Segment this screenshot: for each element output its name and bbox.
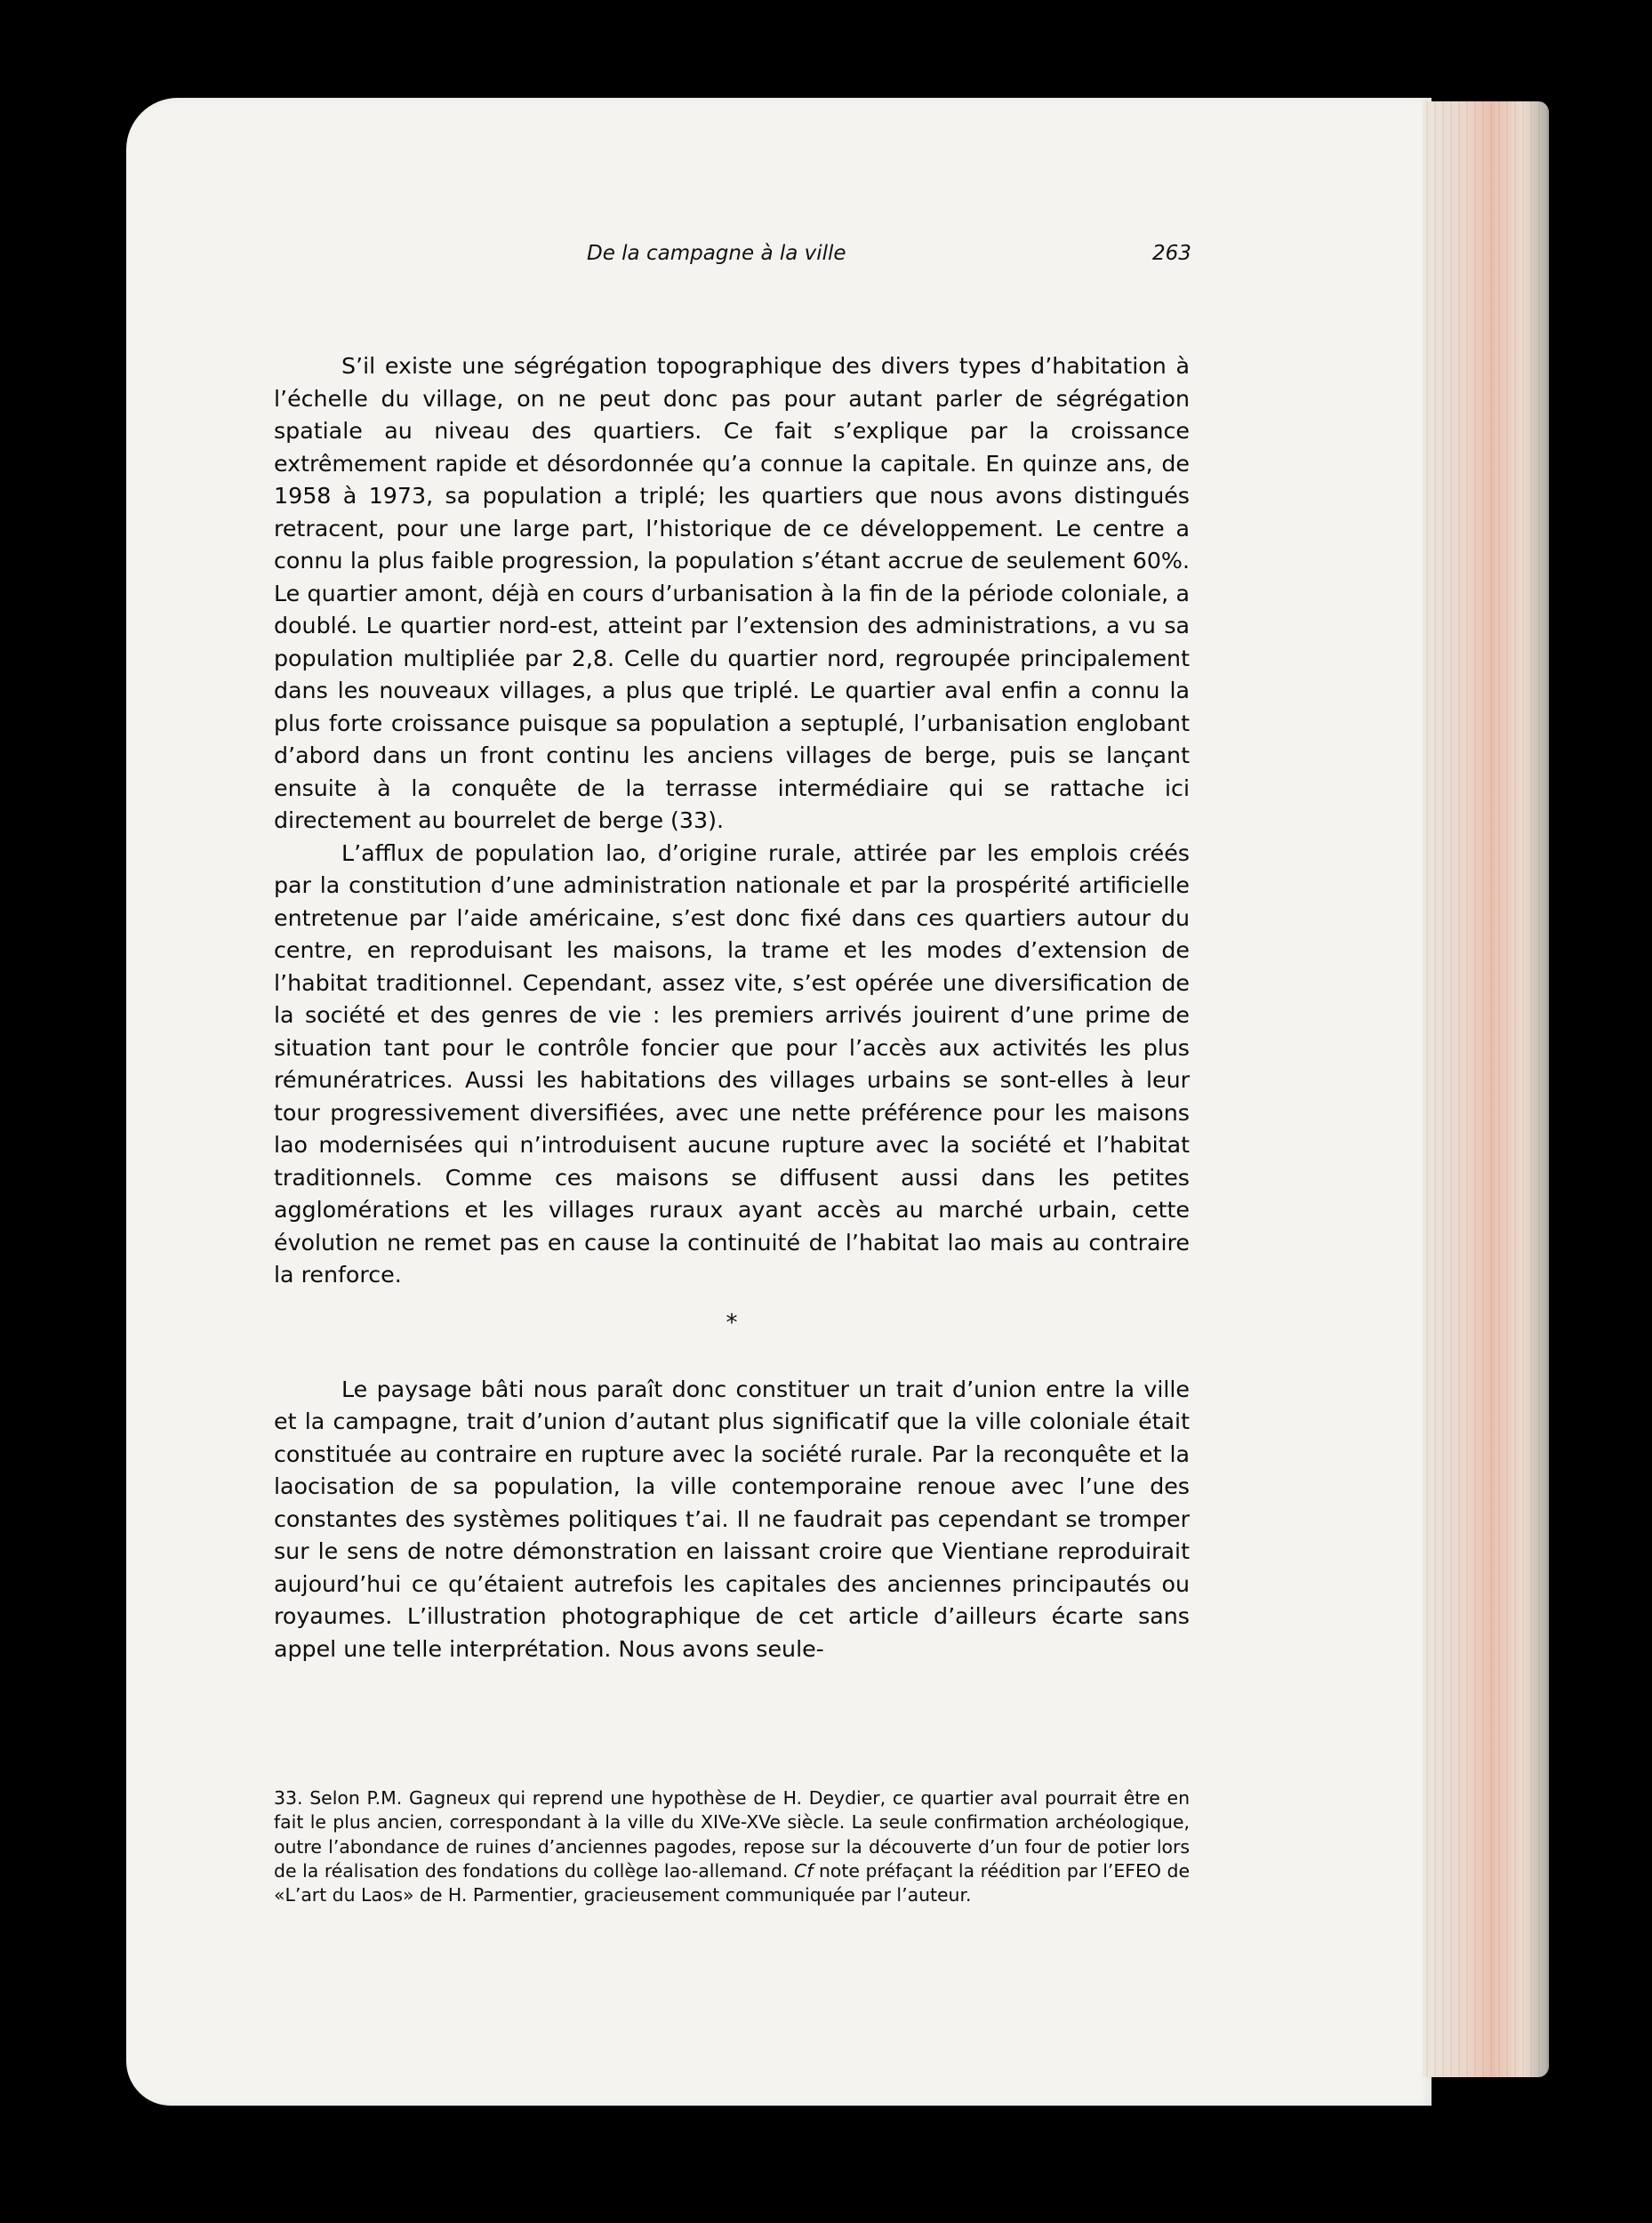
running-head-title: De la campagne à la ville xyxy=(587,242,846,265)
footnote-33 xyxy=(274,1786,1190,1907)
footnote xyxy=(274,1786,1190,1907)
page-number: 263 xyxy=(1152,242,1191,265)
footnote-text-a: 33. Selon P.M. Gagneux qui reprend une hypothèse de H. Deydier, ce quartier aval pourrait être en fait le plus ancien, correspondant à la ville du XIVe-XVe siècle. La seule confirmation archéologique, outre l’abondance de ruines d’anciennes pagodes, repose sur la découverte d’un four de potier lors de la réalisation des fondations du collège lao-allemand. xyxy=(274,1787,1190,1882)
page-edges xyxy=(1423,101,1549,2077)
separator-gap xyxy=(274,1358,1190,1374)
body-text xyxy=(274,350,1190,1665)
footnote-cf: Cf xyxy=(793,1859,814,1882)
section-separator: * xyxy=(726,1309,738,1336)
paragraph-1: S’il existe une ségrégation topographique des divers types d’habitation à l’échelle du village, on ne peut donc pas pour autant parler de ségrégation spatiale au niveau des quartiers. Ce fait s’explique par la croissance extrêmement rapide et désordonnée qu’a connue la capitale. En quinze ans, de 1958 à 1973, sa population a triplé; les quartiers que nous avons distingués retracent, pour une large part, l’historique de ce développement. Le centre a connu la plus faible progression, la population s’étant accrue de seulement 60%. Le quartier amont, déjà en cours d’urbanisation à la fin de la période coloniale, a doublé. Le quartier nord-est, atteint par l’extension des administrations, a vu sa population multipliée par 2,8. Celle du quartier nord, regroupée principalement dans les nouveaux villages, a plus que triplé. Le quartier aval enfin a connu la plus forte croissance puisque sa population a septuplé, l’urbanisation englobant d’abord dans un front continu les anciens villages de berge, puis se lançant ensuite à la conquête de la terrasse intermédiaire qui se rattache ici directement au bourrelet de berge (33). xyxy=(274,353,1190,833)
footnote-text-b: note préfaçant la réédition par l’EFEO de «L’art du Laos» de H. Parmentier, gracieusement communiquée par l’auteur. xyxy=(274,1859,1191,1906)
paragraph-2: L’afflux de population lao, d’origine rurale, attirée par les emplois créés par la constitution d’une administration nationale et par la prospérité artificielle entretenue par l’aide américaine, s’est donc fixé dans ces quartiers autour du centre, en reproduisant les maisons, la trame et les modes d’extension de l’habitat traditionnel. Cependant, assez vite, s’est opérée une diversification de la société et des genres de vie : les premiers arrivés jouirent d’une prime de situation tant pour le contrôle foncier que pour l’accès aux activités les plus rémunératrices. Aussi les habitations des villages urbains se sont-elles à leur tour progressivement diversifiées, avec une nette préférence pour les maisons lao modernisées qui n’introduisent aucune rupture avec la société et l’habitat traditionnels. Comme ces maisons se diffusent aussi dans les petites agglomérations et les villages ruraux ayant accès au marché urbain, cette évolution ne remet pas en cause la continuité de l’habitat lao mais au contraire la renforce. xyxy=(274,839,1190,1288)
paragraph-3: Le paysage bâti nous paraît donc constituer un trait d’union entre la ville et la campagne, trait d’union d’autant plus significatif que la ville coloniale était constituée au contraire en rupture avec la société rurale. Par la reconquête et la laocisation de sa population, la ville contemporaine renoue avec l’une des constantes des systèmes politiques t’ai. Il ne faudrait pas cependant se tromper sur le sens de notre démonstration en laissant croire que Vientiane reproduirait aujourd’hui ce qu’étaient autrefois les capitales des anciennes principautés ou royaumes. L’illustration photographique de cet article d’ailleurs écarte sans appel une telle interprétation. Nous avons seule- xyxy=(274,1376,1190,1662)
